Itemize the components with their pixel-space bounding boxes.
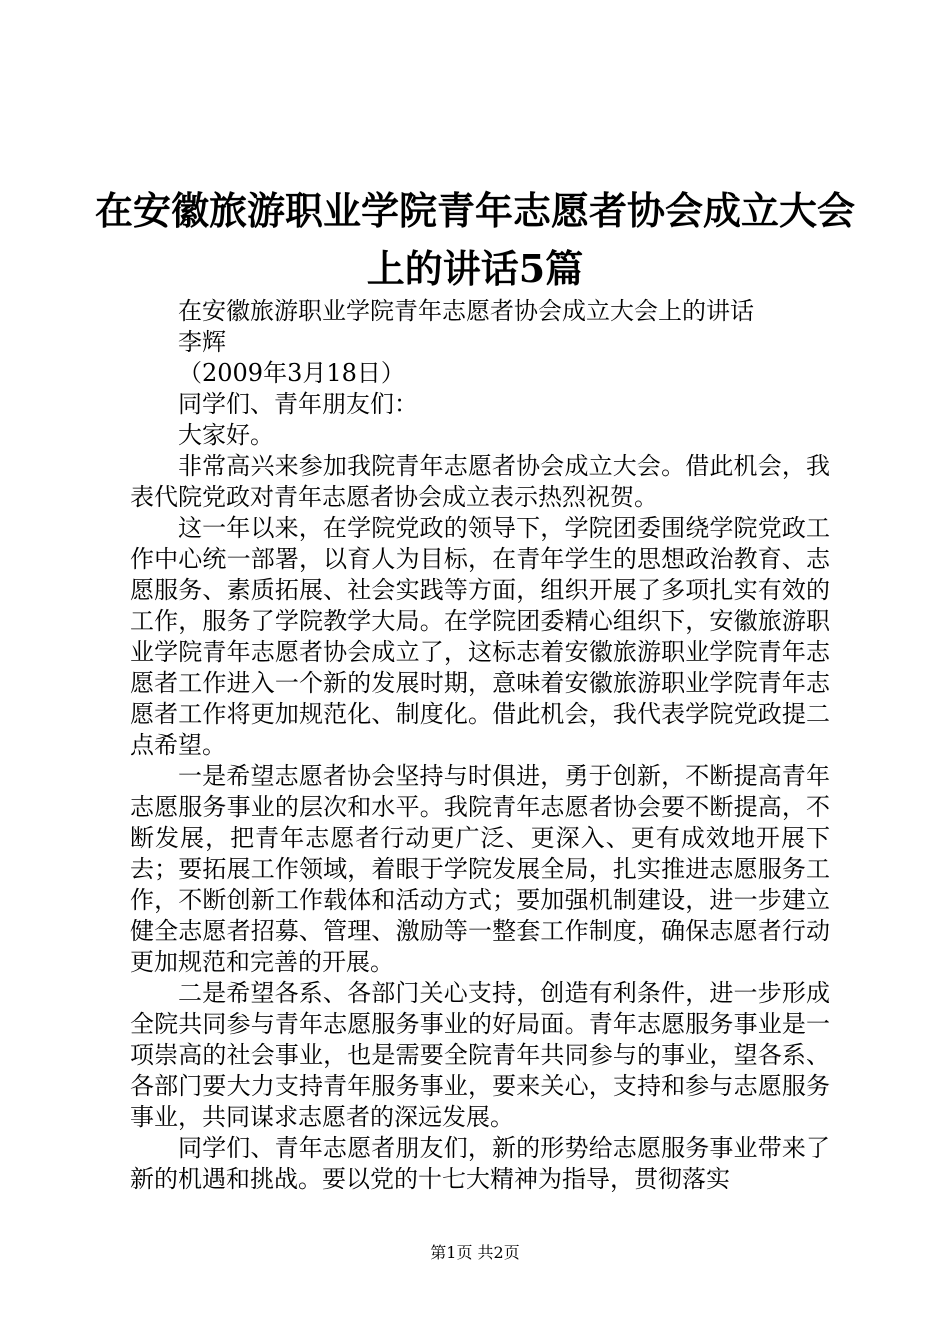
greeting: 大家好。: [178, 421, 274, 449]
document-title-line-1: 在安徽旅游职业学院青年志愿者协会成立大会: [94, 188, 855, 233]
document-body: [130, 296, 830, 1195]
salutation: 同学们、青年朋友们：: [178, 390, 418, 418]
body-paragraph: 一是希望志愿者协会坚持与时俱进，勇于创新，不断提高青年志愿服务事业的层次和水平。我院青年志愿者协会要不断提高，不断发展，把青年志愿者行动更广泛、更深入、更有成效地开展下去；要拓展工作领域，着眼于学院发展全局，扎实推进志愿服务工作，不断创新工作载体和活动方式；要加强机制建设，进一步建立健全志愿者招募、管理、激励等一整套工作制度，确保志愿者行动更加规范和完善的开展。: [130, 762, 830, 976]
speech-date: （2009年3月18日）: [178, 359, 405, 387]
body-paragraph: 非常高兴来参加我院青年志愿者协会成立大会。借此机会，我表代院党政对青年志愿者协会成立表示热烈祝贺。: [130, 452, 830, 511]
body-paragraph: 这一年以来，在学院党政的领导下，学院团委围绕学院党政工作中心统一部署，以育人为目标，在青年学生的思想政治教育、志愿服务、素质拓展、社会实践等方面，组织开展了多项扎实有效的工作，服务了学院教学大局。在学院团委精心组织下，安徽旅游职业学院青年志愿者协会成立了，这标志着安徽旅游职业学院青年志愿者工作进入一个新的发展时期，意味着安徽旅游职业学院青年志愿者工作将更加规范化、制度化。借此机会，我代表学院党政提二点希望。: [130, 514, 830, 759]
page-number-footer: 第1页 共2页: [430, 1243, 520, 1262]
speech-heading: 在安徽旅游职业学院青年志愿者协会成立大会上的讲话: [178, 297, 754, 325]
speaker-name: 李辉: [178, 328, 226, 356]
body-paragraph: 同学们、青年志愿者朋友们，新的形势给志愿服务事业带来了新的机遇和挑战。要以党的十七大精神为指导，贯彻落实: [130, 1134, 830, 1193]
body-paragraph: 二是希望各系、各部门关心支持，创造有利条件，进一步形成全院共同参与青年志愿服务事业的好局面。青年志愿服务事业是一项崇高的社会事业，也是需要全院青年共同参与的事业，望各系、各部门要大力支持青年服务事业，要来关心，支持和参与志愿服务事业，共同谋求志愿者的深远发展。: [130, 979, 830, 1131]
document-title-line-2: 上的讲话5篇: [366, 246, 584, 291]
